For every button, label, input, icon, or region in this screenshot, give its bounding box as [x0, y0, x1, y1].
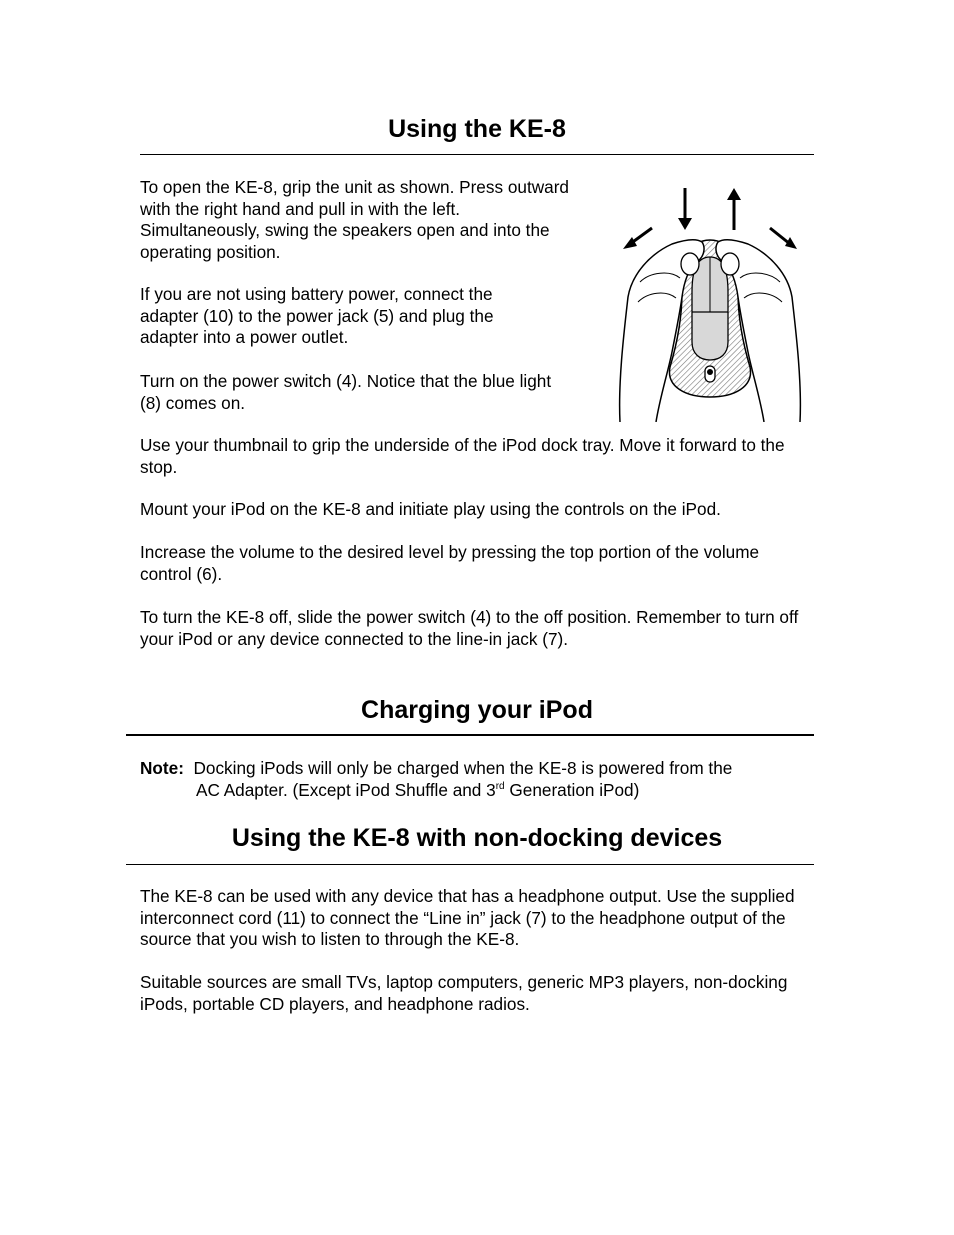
hands-opening-ke8-illustration	[610, 182, 810, 422]
paragraph-power-switch: Turn on the power switch (4). Notice that the blue light (8) comes on.	[140, 371, 552, 413]
note-text-1: Docking iPods will only be charged when the KE-8 is powered from the	[193, 758, 733, 778]
note-line-1	[140, 758, 820, 780]
paragraph-mount-ipod: Mount your iPod on the KE-8 and initiate play using the controls on the iPod.	[140, 499, 721, 519]
heading-rule-1	[140, 154, 814, 155]
heading-rule-3	[126, 864, 814, 865]
note-line-2	[140, 780, 820, 802]
note-text-2a: AC Adapter. (Except iPod Shuffle and 3	[196, 779, 496, 800]
heading-rule-2	[126, 734, 814, 736]
charging-note	[140, 758, 820, 801]
paragraph-headphone-output: The KE-8 can be used with any device that has a headphone output. Use the supplied interconnect cord (11) to connect the “Line in” jack (7) to the headphone output of the source that you wish to listen to through the KE-8.	[140, 886, 795, 949]
note-label: Note:	[140, 758, 184, 778]
heading-using-ke8: Using the KE-8	[388, 115, 566, 143]
heading-non-docking: Using the KE-8 with non-docking devices	[231, 824, 723, 852]
paragraph-open-unit: To open the KE-8, grip the unit as shown. Press outward with the right hand and pull in with the left. Simultaneously, swing the speakers open and into the operating position.	[140, 177, 569, 262]
heading-charging-ipod: Charging your iPod	[361, 696, 593, 724]
paragraph-adapter: If you are not using battery power, connect the adapter (10) to the power jack (5) and plug the adapter into a power outlet.	[140, 284, 494, 347]
paragraph-turn-off: To turn the KE-8 off, slide the power switch (4) to the off position. Remember to turn off your iPod or any device connected to the line-in jack (7).	[140, 607, 799, 649]
note-text-2b: Generation iPod)	[504, 779, 640, 800]
note-superscript: rd	[495, 780, 505, 792]
paragraph-suitable-sources: Suitable sources are small TVs, laptop computers, generic MP3 players, non-docking iPods, portable CD players, and headphone radios.	[140, 972, 788, 1014]
paragraph-volume: Increase the volume to the desired level by pressing the top portion of the volume control (6).	[140, 542, 760, 584]
paragraph-dock-tray: Use your thumbnail to grip the underside of the iPod dock tray. Move it forward to the stop.	[140, 435, 785, 477]
